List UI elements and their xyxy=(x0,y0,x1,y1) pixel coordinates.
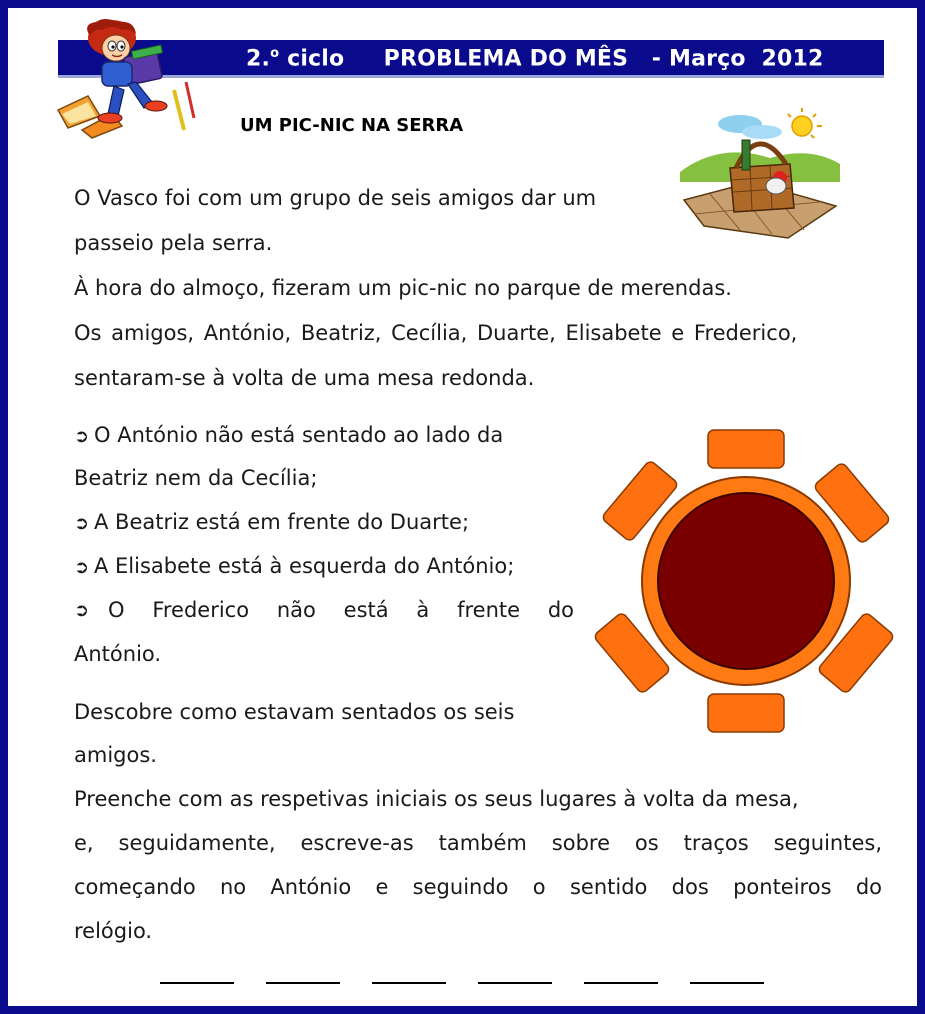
arrow-right-icon: ➲ xyxy=(74,600,90,621)
arrow-right-icon: ➲ xyxy=(74,513,90,534)
cycle-sup: o xyxy=(270,46,280,61)
seat-top[interactable] xyxy=(708,430,784,468)
page-title: UM PIC-NIC NA SERRA xyxy=(240,115,464,136)
intro-line-1: O Vasco foi com um grupo de seis amigos dar um xyxy=(74,186,597,210)
header-title: PROBLEMA DO MÊS xyxy=(383,46,629,72)
clue-1-text: O António não está sentado ao lado da xyxy=(94,423,504,447)
task-line-5-text: começando no António e seguindo o sentido dos ponteiros do xyxy=(74,875,882,899)
clue-3-text: A Elisabete está à esquerda do António; xyxy=(94,554,515,578)
seat-bottom[interactable] xyxy=(708,694,784,732)
picnic-basket-icon xyxy=(680,102,840,247)
task-line-3: Preenche com as respetivas iniciais os seus lugares à volta da mesa, xyxy=(74,787,799,811)
answer-blank-3[interactable] xyxy=(372,982,446,984)
clue-1-line-2: Beatriz nem da Cecília; xyxy=(74,466,318,490)
intro-line-4: Os amigos, António, Beatriz, Cecília, Duarte, Elisabete e Frederico, xyxy=(74,321,798,345)
intro-line-3: À hora do almoço, fizeram um pic-nic no parque de merendas. xyxy=(74,276,732,300)
clue-1-line-1 xyxy=(74,413,503,459)
answer-blank-4[interactable] xyxy=(478,982,552,984)
clue-4-line-1 xyxy=(74,588,574,633)
round-table-diagram xyxy=(590,426,900,738)
table-top xyxy=(658,493,834,669)
task-line-4-text: e, seguidamente, escreve-as também sobre os traços seguintes, xyxy=(74,831,882,855)
cycle-number: 2. xyxy=(246,46,271,72)
task-line-4 xyxy=(74,821,882,866)
header-text xyxy=(246,46,823,71)
intro-line-2: passeio pela serra. xyxy=(74,231,273,255)
arrow-right-icon: ➲ xyxy=(74,426,90,447)
header-date: - Março 2012 xyxy=(651,46,824,72)
task-line-6: relógio. xyxy=(74,919,153,943)
clue-4-line-2: António. xyxy=(74,642,162,666)
clue-3 xyxy=(74,544,514,590)
task-line-5 xyxy=(74,865,882,910)
task-line-2: amigos. xyxy=(74,743,157,767)
answer-blank-5[interactable] xyxy=(584,982,658,984)
answer-blank-2[interactable] xyxy=(266,982,340,984)
student-clipart-icon xyxy=(52,18,212,140)
answer-blank-6[interactable] xyxy=(690,982,764,984)
task-line-1: Descobre como estavam sentados os seis xyxy=(74,700,515,724)
clue-4-text: O Frederico não está à frente do xyxy=(108,598,574,622)
answer-blank-1[interactable] xyxy=(160,982,234,984)
clue-2-text: A Beatriz está em frente do Duarte; xyxy=(94,510,470,534)
arrow-right-icon: ➲ xyxy=(74,557,90,578)
intro-line-5: sentaram-se à volta de uma mesa redonda. xyxy=(74,366,535,390)
cycle-word: ciclo xyxy=(287,46,345,72)
answer-blanks xyxy=(160,982,764,984)
clue-2 xyxy=(74,500,469,546)
